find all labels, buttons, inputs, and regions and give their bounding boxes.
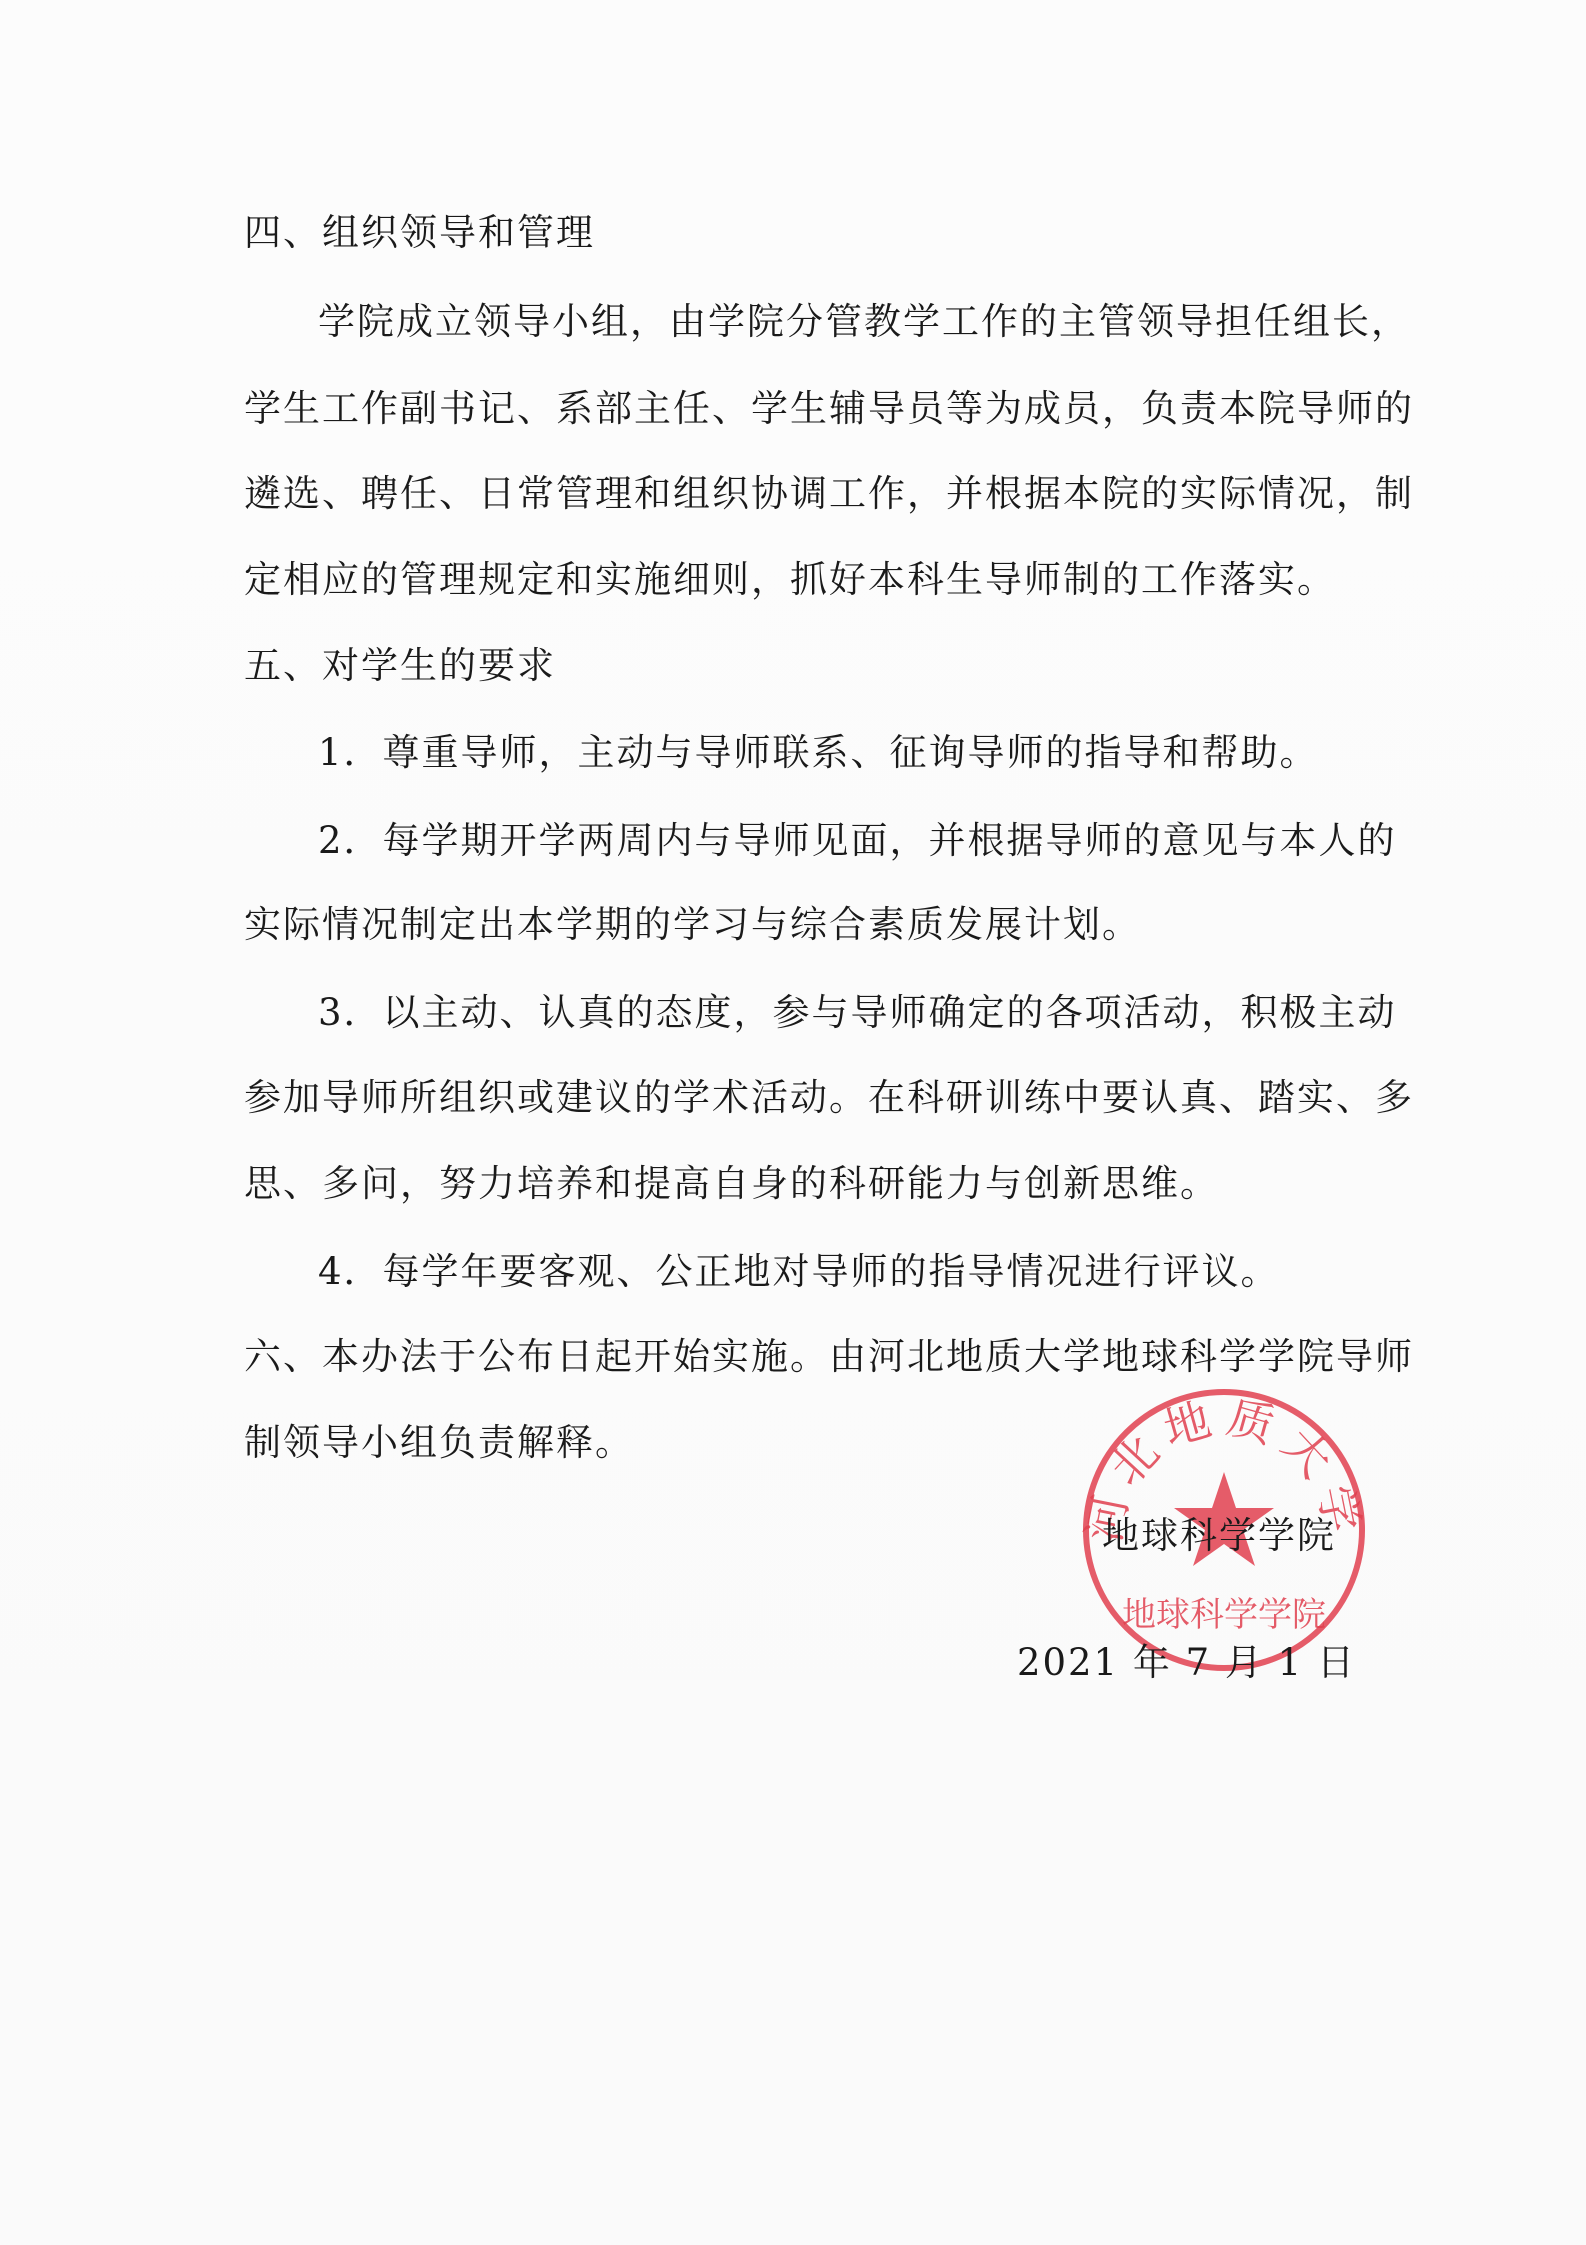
- signature-org: 地球科学学院: [1102, 1514, 1336, 1557]
- section-4-line-1: 学院成立领导小组，由学院分管教学工作的主管领导担任组长，: [318, 300, 1410, 343]
- section-5-heading: 五、对学生的要求: [244, 644, 556, 687]
- signature-date: 2021 年 7 月 1 日: [1016, 1641, 1356, 1684]
- section-4-line-2: 学生工作副书记、系部主任、学生辅导员等为成员，负责本院导师的: [244, 387, 1414, 430]
- section-4-line-3: 遴选、聘任、日常管理和组织协调工作，并根据本院的实际情况，制: [244, 472, 1414, 515]
- item-1-line-1: 1．尊重导师，主动与导师联系、征询导师的指导和帮助。: [318, 731, 1319, 774]
- item-2-line-1: 2．每学期开学两周内与导师见面，并根据导师的意见与本人的: [318, 819, 1397, 862]
- item-3-line-3: 思、多问，努力培养和提高自身的科研能力与创新思维。: [244, 1162, 1219, 1205]
- section-4-heading: 四、组织领导和管理: [244, 211, 595, 254]
- item-4-line-1: 4．每学年要客观、公正地对导师的指导情况进行评议。: [318, 1250, 1280, 1293]
- section-6-line-1: 六、本办法于公布日起开始实施。由河北地质大学地球科学学院导师: [244, 1335, 1414, 1378]
- section-6-line-2: 制领导小组负责解释。: [244, 1421, 634, 1464]
- item-3-line-1: 3．以主动、认真的态度，参与导师确定的各项活动，积极主动: [318, 991, 1397, 1034]
- item-3-line-2: 参加导师所组织或建议的学术活动。在科研训练中要认真、踏实、多: [244, 1076, 1414, 1119]
- section-4-line-4: 定相应的管理规定和实施细则，抓好本科生导师制的工作落实。: [244, 558, 1336, 601]
- seal-arc-text: 河北地质大学: [1076, 1389, 1372, 1547]
- seal-bottom-text: 地球科学学院: [1122, 1595, 1326, 1635]
- item-2-line-2: 实际情况制定出本学期的学习与综合素质发展计划。: [244, 903, 1141, 946]
